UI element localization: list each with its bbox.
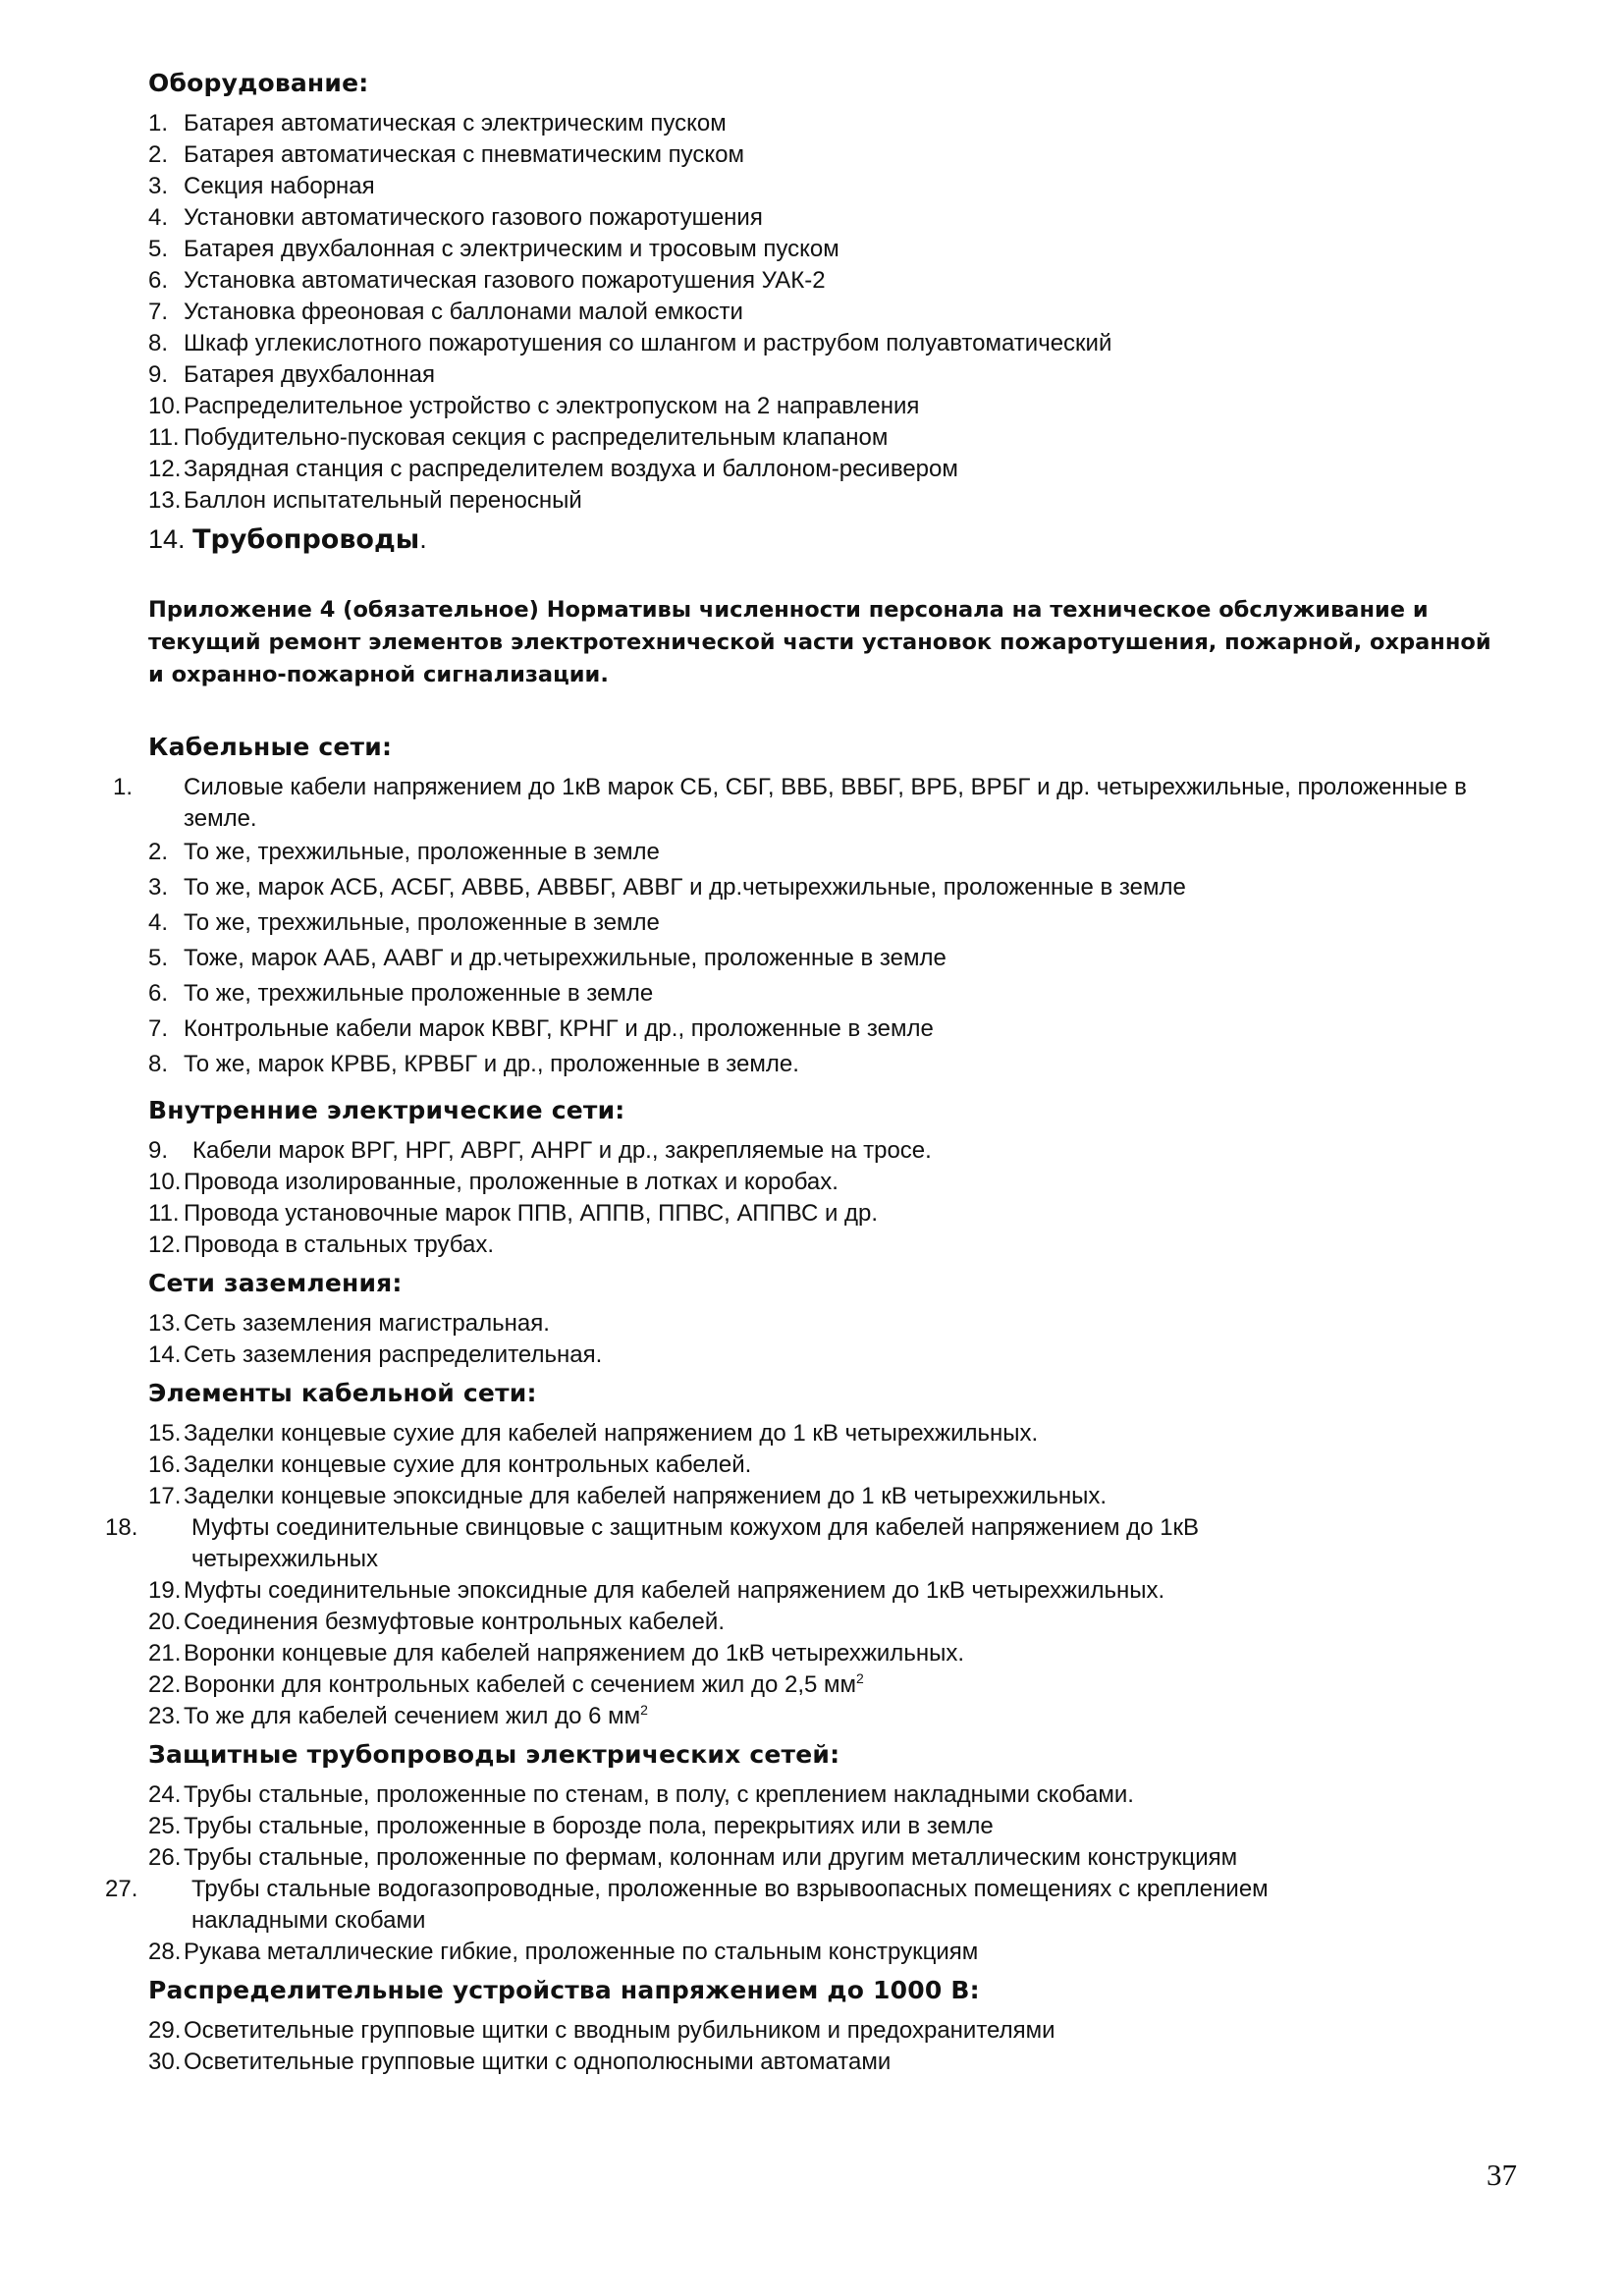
list-item: 10. Распределительное устройство с электропуском на 2 направления bbox=[148, 393, 920, 419]
list-item: 3. Секция наборная bbox=[148, 173, 375, 199]
list-item: 30. Осветительные групповые щитки с однополюсными автоматами bbox=[148, 2049, 892, 2076]
list-item: 16. Заделки концевые сухие для контрольных кабелей. bbox=[148, 1451, 752, 1479]
list-item: 3. То же, марок АСБ, АСБГ, АВВБ, АВВБГ, АВВГ и др.четырехжильные, проложенные в земле bbox=[148, 874, 1186, 902]
protective-pipes-heading: Защитные трубопроводы электрических сетей: bbox=[148, 1740, 840, 1770]
cable-networks-list bbox=[113, 772, 1503, 1082]
protective-pipes-list bbox=[105, 1779, 1503, 1968]
list-item: 17. Заделки концевые эпоксидные для кабелей напряжением до 1 кВ четырехжильных. bbox=[148, 1483, 1108, 1510]
grounding-networks-heading: Сети заземления: bbox=[148, 1269, 403, 1298]
item-label: Трубопроводы bbox=[192, 524, 420, 555]
list-item: 19. Муфты соединительные эпоксидные для кабелей напряжением до 1кВ четырехжильных. bbox=[148, 1577, 1165, 1605]
list-item: 13. Сеть заземления магистральная. bbox=[148, 1310, 550, 1338]
list-item: 11. Побудительно-пусковая секция с распределительным клапаном bbox=[148, 424, 889, 451]
superscript: 2 bbox=[640, 1702, 648, 1719]
list-item: 6. То же, трехжильные проложенные в земле bbox=[148, 980, 654, 1008]
list-item: 2. То же, трехжильные, проложенные в земле bbox=[148, 839, 660, 866]
list-item: 20. Соединения безмуфтовые контрольных кабелей. bbox=[148, 1609, 725, 1636]
distribution-devices-list bbox=[148, 2015, 1503, 2078]
list-item: 5. Батарея двухбалонная с электрическим и тросовым пуском bbox=[148, 236, 839, 262]
list-item: 21. Воронки концевые для кабелей напряжением до 1кВ четырехжильных. bbox=[148, 1640, 964, 1667]
distribution-devices-heading: Распределительные устройства напряжением до 1000 В: bbox=[148, 1976, 980, 2005]
list-item: 1. Батарея автоматическая с электрическим пуском bbox=[148, 110, 727, 137]
list-item: 11. Провода установочные марок ППВ, АППВ, ППВС, АППВС и др. bbox=[148, 1200, 879, 1228]
internal-networks-list bbox=[148, 1135, 1503, 1261]
list-item: 29. Осветительные групповые щитки с вводным рубильником и предохранителями bbox=[148, 2017, 1055, 2045]
list-item: 12. Провода в стальных трубах. bbox=[148, 1231, 494, 1259]
list-item: 14. Сеть заземления распределительная. bbox=[148, 1341, 603, 1369]
cable-elements-list bbox=[105, 1418, 1503, 1732]
list-item: 24. Трубы стальные, проложенные по стенам, в полу, с креплением накладными скобами. bbox=[148, 1781, 1134, 1809]
list-item: 25. Трубы стальные, проложенные в борозде пола, перекрытиях или в земле bbox=[148, 1813, 994, 1840]
list-item: 5. Тоже, марок ААБ, ААВГ и др.четырехжильные, проложенные в земле bbox=[148, 945, 947, 972]
list-item: 6. Установка автоматическая газового пожаротушения УАК-2 bbox=[148, 267, 826, 294]
cable-elements-heading: Элементы кабельной сети: bbox=[148, 1379, 537, 1408]
list-item: 13. Баллон испытательный переносный bbox=[148, 487, 582, 514]
list-item: 22. Воронки для контрольных кабелей с сечением жил до 2,5 $мм^2$ bbox=[148, 1670, 864, 1699]
page-number: 37 bbox=[1487, 2158, 1517, 2192]
superscript: 2 bbox=[856, 1670, 864, 1687]
list-item: 7. Установка фреоновая с баллонами малой емкости bbox=[148, 299, 743, 325]
equipment-list bbox=[148, 108, 1503, 517]
list-item: 1. Силовые кабели напряжением до 1кВ марок СБ, СБГ, ВВБ, ВВБГ, ВРБ, ВРБГ и др. четырехжильные, проложенные в земле. bbox=[113, 774, 1467, 833]
list-item: 27. Трубы стальные водогазопроводные, проложенные во взрывоопасных помещениях с креплением накладными скобами bbox=[105, 1876, 1269, 1935]
appendix-title: Приложение 4 (обязательное) Нормативы численности персонала на техническое обслуживание и текущий ремонт элементов электротехнической части установок пожаротушения, пожарной, охранной и охранно-пожарной сигнализации. bbox=[148, 597, 1491, 688]
list-item: 7. Контрольные кабели марок КВВГ, КРНГ и др., проложенные в земле bbox=[148, 1015, 934, 1043]
list-item: 4. То же, трехжильные, проложенные в земле bbox=[148, 909, 660, 937]
list-item: 23. То же для кабелей сечением жил до 6 $мм^2$ bbox=[148, 1702, 648, 1730]
list-item: 18. Муфты соединительные свинцовые с защитным кожухом для кабелей напряжением до 1кВ четырехжильных bbox=[105, 1514, 1200, 1573]
list-item: 9. Батарея двухбалонная bbox=[148, 361, 435, 388]
document-page bbox=[105, 69, 1503, 2078]
list-item: 2. Батарея автоматическая с пневматическим пуском bbox=[148, 141, 744, 168]
list-item: 26. Трубы стальные, проложенные по фермам, колоннам или другим металлическим конструкциям bbox=[148, 1844, 1238, 1872]
equipment-heading: Оборудование: bbox=[148, 69, 369, 97]
list-item: 9. Кабели марок ВРГ, НРГ, АВРГ, АНРГ и др., закрепляемые на тросе. bbox=[148, 1137, 932, 1165]
list-item: 15. Заделки концевые сухие для кабелей напряжением до 1 кВ четырехжильных. bbox=[148, 1420, 1039, 1448]
list-item: 4. Установки автоматического газового пожаротушения bbox=[148, 204, 763, 231]
list-item: 28. Рукава металлические гибкие, проложенные по стальным конструкциям bbox=[148, 1939, 979, 1966]
grounding-networks-list bbox=[148, 1308, 1503, 1371]
internal-networks-heading: Внутренние электрические сети: bbox=[148, 1096, 625, 1125]
list-item: 12. Зарядная станция с распределителем воздуха и баллоном-ресивером bbox=[148, 456, 958, 482]
item-dot: . bbox=[419, 524, 427, 554]
item-number: 14. bbox=[148, 524, 186, 554]
equipment-item-14 bbox=[148, 522, 1503, 557]
list-item: 8. То же, марок КРВБ, КРВБГ и др., проложенные в земле. bbox=[148, 1051, 799, 1078]
list-item: 10. Провода изолированные, проложенные в лотках и коробах. bbox=[148, 1169, 839, 1196]
list-item: 8. Шкаф углекислотного пожаротушения со шлангом и раструбом полуавтоматический bbox=[148, 330, 1112, 356]
cable-networks-heading: Кабельные сети: bbox=[148, 733, 393, 762]
